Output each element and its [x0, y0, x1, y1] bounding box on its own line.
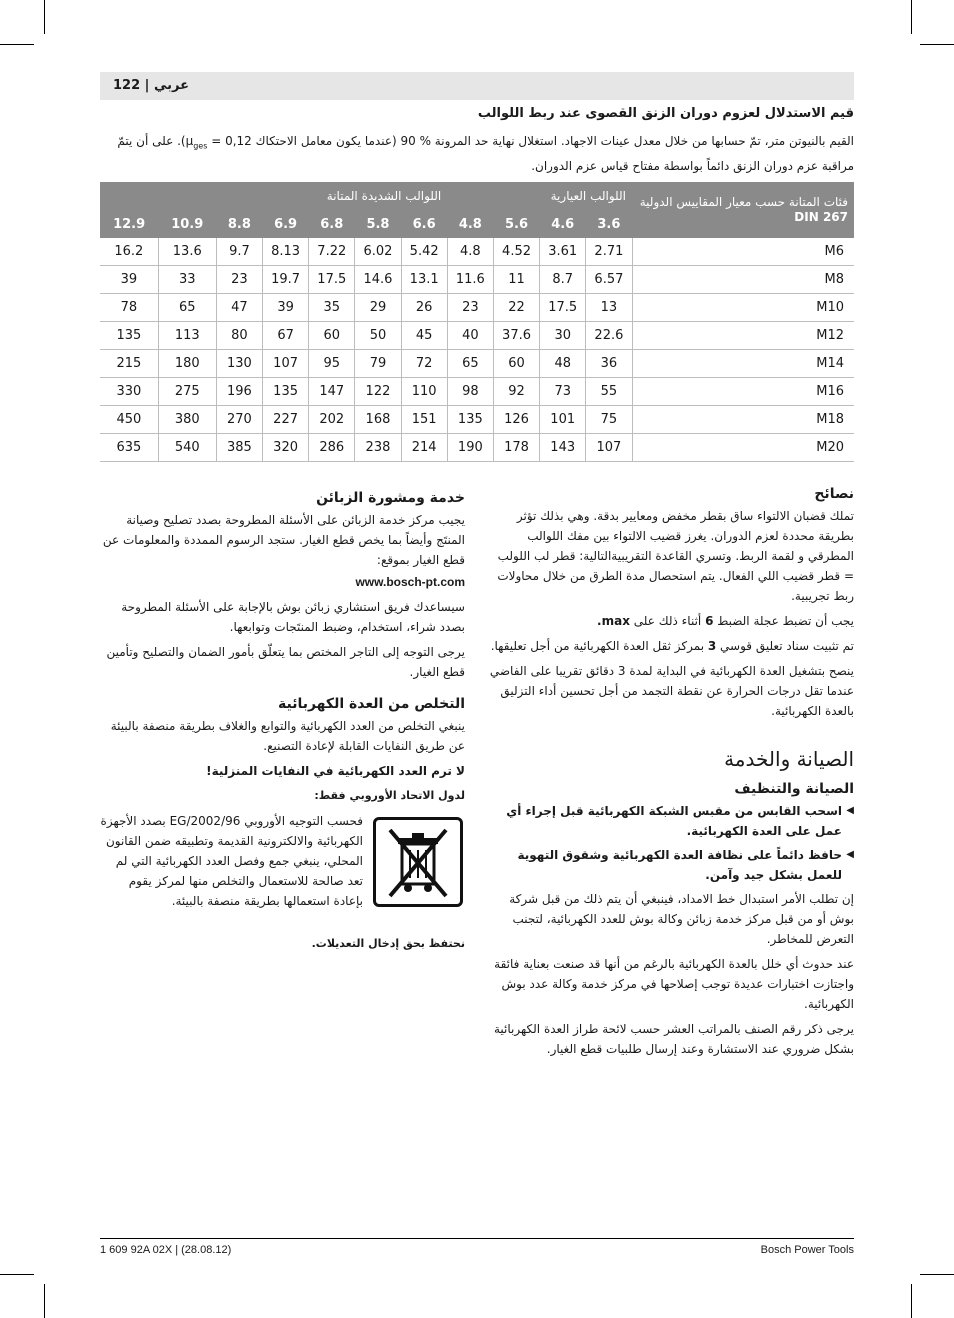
page-header: عربي | 122 — [113, 78, 189, 93]
torque-value-cell: 202 — [309, 406, 355, 434]
torque-value-cell: 107 — [586, 434, 632, 462]
tips-p3-text-a: تم تثبيت سناد تعليق قوسي — [716, 639, 854, 653]
torque-value-cell: 80 — [216, 322, 262, 350]
torque-value-cell: 7.22 — [309, 238, 355, 266]
table-row — [100, 350, 854, 378]
torque-value-cell: 270 — [216, 406, 262, 434]
torque-value-cell: 30 — [540, 322, 586, 350]
class-header: فئات المتانة حسب معيار المقاييس الدولية — [639, 195, 848, 209]
table-row — [100, 434, 854, 462]
torque-value-cell: 8.7 — [540, 266, 586, 294]
grade-header: 6.8 — [309, 210, 355, 238]
torque-value-cell: 65 — [158, 294, 216, 322]
torque-value-cell: 3.61 — [540, 238, 586, 266]
torque-value-cell: 23 — [216, 266, 262, 294]
torque-value-cell: 26 — [401, 294, 447, 322]
crossed-out-wheelie-bin-icon — [373, 817, 463, 907]
grade-header: 3.6 — [586, 210, 632, 238]
grade-header: 5.8 — [355, 210, 401, 238]
torque-value-cell: 6.02 — [355, 238, 401, 266]
torque-value-cell: 37.6 — [493, 322, 539, 350]
torque-value-cell: 196 — [216, 378, 262, 406]
torque-value-cell: 214 — [401, 434, 447, 462]
torque-value-cell: 98 — [447, 378, 493, 406]
maintenance-paragraph-1: إن تطلب الأمر استبدال خط الامداد، فينبغي أن يتم ذلك من قبل شركة بوش أو من قبل مركز خدمة زبائن وكالة بوش للعدد الكهربائية، لتجنب التعرض للمخاطر. — [509, 892, 854, 946]
service-paragraph-1: يجيب مركز خدمة الزبائن على الأسئلة المطروحة بصدد تصليح وصيانة المنتَج وأيضاً بما يخص قطع الغيار. ستجد الرسوم الممددة والمعلومات عن قطع الغيار بموقع: — [102, 513, 465, 567]
torque-value-cell: 4.8 — [447, 238, 493, 266]
torque-table — [100, 182, 854, 462]
torque-value-cell: 92 — [493, 378, 539, 406]
page-number: 122 — [113, 78, 141, 93]
intro-text-b: = 0,12). على أن يتمّ — [117, 134, 252, 148]
thread-size-cell: M6 — [632, 238, 854, 266]
torque-value-cell: 215 — [100, 350, 158, 378]
brand-footer: Bosch Power Tools — [760, 1244, 854, 1256]
torque-value-cell: 635 — [100, 434, 158, 462]
suspension-bracket-number: 3 — [707, 639, 717, 653]
torque-value-cell: 33 — [158, 266, 216, 294]
torque-value-cell: 107 — [263, 350, 309, 378]
tips-paragraph-3 — [489, 636, 854, 656]
torque-value-cell: 17.5 — [540, 294, 586, 322]
bullet-text: اسحب القابس من مقبس الشبكة الكهربائية قبل إجراء أي عمل على العدة الكهربائية. — [506, 804, 842, 838]
torque-value-cell: 275 — [158, 378, 216, 406]
crop-mark — [911, 0, 912, 34]
torque-value-cell: 227 — [263, 406, 309, 434]
adjusting-wheel-number: 6 — [705, 614, 714, 628]
torque-value-cell: 130 — [216, 350, 262, 378]
torque-value-cell: 65 — [447, 350, 493, 378]
disposal-paragraph-1: ينبغي التخلص من العدد الكهربائية والتوابع والغلاف بطريقة منصفة بالبيئة عن طريق النفايات القابلة لإعادة التصنيع. — [110, 719, 465, 753]
torque-value-cell: 48 — [540, 350, 586, 378]
torque-value-cell: 9.7 — [216, 238, 262, 266]
weee-block — [100, 811, 465, 931]
torque-value-cell: 101 — [540, 406, 586, 434]
table-row — [100, 238, 854, 266]
torque-value-cell: 385 — [216, 434, 262, 462]
torque-value-cell: 50 — [355, 322, 401, 350]
torque-value-cell: 2.71 — [586, 238, 632, 266]
bullet-item — [489, 801, 854, 841]
maintenance-title: الصيانة والخدمة — [724, 747, 854, 771]
tips-paragraph-2 — [489, 611, 854, 631]
bullet-triangle-icon: ◀ — [846, 849, 854, 860]
torque-value-cell: 55 — [586, 378, 632, 406]
torque-value-cell: 73 — [540, 378, 586, 406]
torque-value-cell: 11 — [493, 266, 539, 294]
torque-value-cell: 320 — [263, 434, 309, 462]
service-paragraph-3: يرجى التوجه إلى التاجر المختص بما يتعلّق بأمور الضمان والتصليح وتأمين قطع الغيار. — [106, 645, 465, 679]
bullet-triangle-icon: ◀ — [846, 805, 854, 816]
crop-mark — [0, 44, 34, 45]
service-url-link[interactable]: www.bosch-pt.com — [355, 575, 465, 589]
group-high-strength: اللوالب الشديدة المتانة — [100, 182, 447, 210]
torque-value-cell: 110 — [401, 378, 447, 406]
crop-mark — [911, 1284, 912, 1318]
intro-subscript: ges — [193, 141, 208, 151]
crop-mark — [0, 1274, 34, 1275]
torque-value-cell: 126 — [493, 406, 539, 434]
grade-header: 5.6 — [493, 210, 539, 238]
table-row — [100, 406, 854, 434]
class-standard: DIN 267 — [794, 210, 848, 224]
service-title: خدمة ومشورة الزبائن — [316, 490, 465, 506]
torque-value-cell: 95 — [309, 350, 355, 378]
maintenance-paragraph-2: عند حدوث أي خلل بالعدة الكهربائية بالرغم من أنها قد صنعت بعناية فائقة واجتازت اختبارات عديدة توجب إصلاحها في مركز خدمة وكالة عدد بوش الكهربائية. — [494, 957, 854, 1011]
torque-value-cell: 78 — [100, 294, 158, 322]
torque-value-cell: 23 — [447, 294, 493, 322]
thread-size-cell: M14 — [632, 350, 854, 378]
torque-value-cell: 8.13 — [263, 238, 309, 266]
torque-intro — [100, 131, 854, 177]
torque-value-cell: 238 — [355, 434, 401, 462]
torque-value-cell: 286 — [309, 434, 355, 462]
torque-value-cell: 39 — [100, 266, 158, 294]
thread-size-cell: M12 — [632, 322, 854, 350]
amendment-note: نحتفظ بحق إدخال التعديلات. — [311, 937, 465, 950]
footer-divider — [100, 1238, 854, 1239]
torque-value-cell: 29 — [355, 294, 401, 322]
torque-value-cell: 135 — [100, 322, 158, 350]
grade-header: 6.9 — [263, 210, 309, 238]
torque-value-cell: 13.6 — [158, 238, 216, 266]
torque-value-cell: 147 — [309, 378, 355, 406]
torque-title: قيم الاستدلال لعزوم دوران الزنق القصوى عند ربط اللوالب — [477, 106, 854, 121]
group-standard: اللوالب العيارية — [447, 182, 632, 210]
torque-value-cell: 11.6 — [447, 266, 493, 294]
torque-value-cell: 540 — [158, 434, 216, 462]
torque-value-cell: 330 — [100, 378, 158, 406]
torque-value-cell: 14.6 — [355, 266, 401, 294]
torque-value-cell: 122 — [355, 378, 401, 406]
disposal-paragraph-2: لا ترم العدد الكهربائية في النفايات المنزلية! — [206, 764, 465, 778]
torque-value-cell: 135 — [447, 406, 493, 434]
crop-mark — [44, 1284, 45, 1318]
grade-header: 12.9 — [100, 210, 158, 238]
table-row — [100, 322, 854, 350]
service-paragraph-2: سيساعدك فريق استشاري زبائن بوش بالإجابة على الأسئلة المطروحة بصدد شراء، استخدام، وضبط المنتَجات وتوابعها. — [121, 600, 465, 634]
torque-value-cell: 13 — [586, 294, 632, 322]
torque-value-cell: 47 — [216, 294, 262, 322]
torque-value-cell: 22 — [493, 294, 539, 322]
thread-size-cell: M8 — [632, 266, 854, 294]
crop-mark — [44, 0, 45, 34]
torque-value-cell: 16.2 — [100, 238, 158, 266]
table-row — [100, 378, 854, 406]
torque-value-cell: 45 — [401, 322, 447, 350]
torque-value-cell: 6.57 — [586, 266, 632, 294]
torque-value-cell: 135 — [263, 378, 309, 406]
torque-value-cell: 36 — [586, 350, 632, 378]
page-language: عربي — [153, 78, 189, 93]
tips-title: نصائح — [814, 486, 854, 502]
grade-header: 4.8 — [447, 210, 493, 238]
torque-body — [100, 238, 854, 462]
torque-value-cell: 75 — [586, 406, 632, 434]
torque-value-cell: 180 — [158, 350, 216, 378]
torque-value-cell: 178 — [493, 434, 539, 462]
table-row — [100, 266, 854, 294]
intro-text-a: القيم بالنيوتن متر، تمّ حسابها من خلال معدل عينات الاجهاد. استغلال نهاية حد المرونة % 90 (عندما يكون معامل الاحتكاك μ — [185, 134, 854, 148]
document-code: 1 609 92A 02X | (28.08.12) — [100, 1244, 232, 1256]
thread-size-cell: M10 — [632, 294, 854, 322]
page-header-bar — [100, 72, 854, 100]
torque-value-cell: 113 — [158, 322, 216, 350]
bullet-text: حافظ دائماً على نظافة العدة الكهربائية وشقوق التهوية للعمل بشكل جيد وآمن. — [517, 848, 842, 882]
torque-value-cell: 35 — [309, 294, 355, 322]
torque-value-cell: 60 — [309, 322, 355, 350]
right-column — [489, 486, 854, 1064]
torque-value-cell: 380 — [158, 406, 216, 434]
crop-mark — [920, 1274, 954, 1275]
thread-size-cell: M16 — [632, 378, 854, 406]
table-row — [100, 294, 854, 322]
torque-value-cell: 143 — [540, 434, 586, 462]
torque-value-cell: 22.6 — [586, 322, 632, 350]
grade-header: 10.9 — [158, 210, 216, 238]
torque-value-cell: 39 — [263, 294, 309, 322]
max-setting: max. — [597, 614, 630, 628]
torque-value-cell: 67 — [263, 322, 309, 350]
torque-value-cell: 190 — [447, 434, 493, 462]
torque-value-cell: 151 — [401, 406, 447, 434]
eu-title: لدول الاتحاد الأوروبي فقط: — [314, 789, 465, 802]
torque-value-cell: 40 — [447, 322, 493, 350]
tips-paragraph-4: ينصح بتشغيل العدة الكهربائية في البداية لمدة 3 دقائق تقريبا على الفاضي عندما تقل درجات الحرارة عن نقطة التجمد من أجل تحسين أداء التزليق بالعدة الكهربائية. — [489, 664, 854, 718]
thread-size-cell: M18 — [632, 406, 854, 434]
left-column — [100, 490, 465, 950]
torque-value-cell: 5.42 — [401, 238, 447, 266]
crop-mark — [920, 44, 954, 45]
tips-p2-text-a: يجب أن تضبط عجلة الضبط — [713, 614, 854, 628]
class-header-cell — [632, 182, 854, 238]
bullet-item — [489, 845, 854, 885]
tips-paragraph-1: تملك قضبان الالتواء ساق بقطر مخفض ومعايير بدقة. وهي بذلك تؤثر بطريقة محددة لعزم الدوران. يغرز قضيب الالتواء بين مفك اللوالب المطرقي و لقمة الربط. وتسري القاعدة التقريبيةالتالية: قطر لب اللولب = قطر قضيب اللي الفعال. يتم استحصال مدة الطرق من خلال محاولات ربط تجريبية. — [497, 509, 854, 603]
torque-value-cell: 4.52 — [493, 238, 539, 266]
torque-value-cell: 79 — [355, 350, 401, 378]
torque-value-cell: 13.1 — [401, 266, 447, 294]
torque-value-cell: 60 — [493, 350, 539, 378]
torque-value-cell: 19.7 — [263, 266, 309, 294]
tips-p3-text-b: بمركز ثقل العدة الكهربائية من أجل تعليقها. — [490, 639, 708, 653]
thread-size-cell: M20 — [632, 434, 854, 462]
torque-value-cell: 450 — [100, 406, 158, 434]
torque-value-cell: 72 — [401, 350, 447, 378]
grade-header: 6.6 — [401, 210, 447, 238]
tips-p2-text-b: أثناء ذلك على — [629, 614, 706, 628]
eu-directive-text: فحسب التوجيه الأوروبي 2002/96/EG بصدد الأجهزة الكهربائية والالكترونية القديمة وتطبيقه ضمن القانون المحلي، ينبغي جمع وفصل العدد الكهربائية التي لم تعد صالحة للاستعمال والتخلص منها لمركز يقوم بإعادة استعمالها بطريقة منصفة بالبيئة. — [100, 814, 363, 908]
disposal-title: التخلص من العدة الكهربائية — [278, 696, 465, 712]
intro-text-c: مراقبة عزم دوران الزنق دائماً بواسطة مفتاح قياس عزم الدوران. — [531, 159, 854, 174]
torque-value-cell: 17.5 — [309, 266, 355, 294]
torque-value-cell: 168 — [355, 406, 401, 434]
maintenance-subtitle: الصيانة والتنظيف — [734, 781, 854, 797]
maintenance-paragraph-3: يرجى ذكر رقم الصنف بالمراتب العشر حسب لائحة طراز العدة الكهربائية بشكل ضروري عند الاستشارة وعند إرسال طلبيات قطع الغيار. — [493, 1022, 854, 1056]
grade-header: 8.8 — [216, 210, 262, 238]
grade-header: 4.6 — [540, 210, 586, 238]
